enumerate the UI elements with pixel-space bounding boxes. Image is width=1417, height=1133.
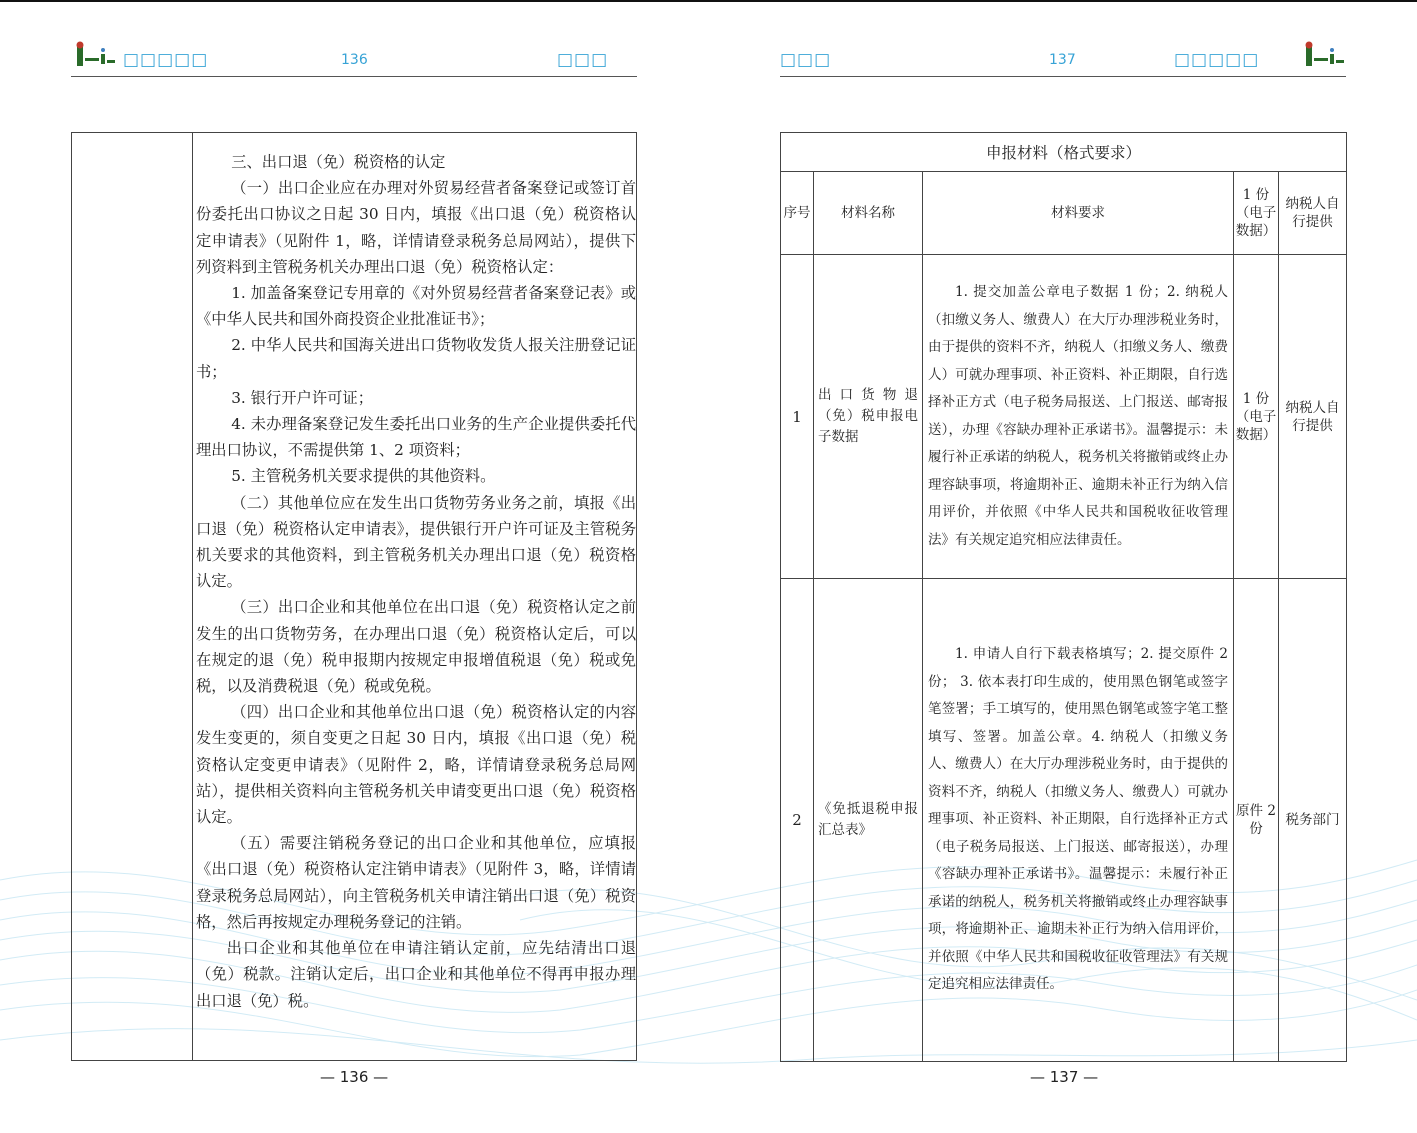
tax-logo-icon: [1300, 40, 1348, 72]
row-seq: 1: [781, 255, 814, 579]
list-item: 5. 主管税务机关要求提供的其他资料。: [231, 467, 496, 486]
row-requirement: 1. 申请人自行下载表格填写；2. 提交原件 2 份； 3. 依本表打印生成的，使用黑色钢笔或签字笔签署；手工填写的，使用黑色钢笔或签字笔工整填写、签署。加盖公章。4. 纳税人（扣缴义务人、缴费人）在大厅办理涉税业务时，由于提供的资料不齐，纳税人（扣缴义务人、缴费人）可就办理事项、补正资料、补正期限，自行选择补正方式（电子税务局报送、上门报送、邮寄报送），办理《容缺办理补正承诺书》。温馨提示：未履行补正承诺的纳税人，税务机关将撤销或终止办理容缺事项，将逾期补正、逾期未补正行为纳入信用评价，并依照《中华人民共和国税收征收管理法》有关规定追究相应法律责任。: [923, 579, 1234, 1062]
paragraph: （一）出口企业应在办理对外贸易经营者备案登记或签订首份委托出口协议之日起 30 日内，填报《出口退（免）税资格认定申请表》（见附件 1，略，详情请登录税务总局网站），提供下列资料到主管税务机关办理出口退（免）税资格认定：: [196, 179, 636, 276]
row-copies: 1 份（电子数据）: [1234, 255, 1279, 579]
paragraph: （二）其他单位应在发生出口货物劳务业务之前，填报《出口退（免）税资格认定申请表》，提供银行开户许可证及主管税务机关要求的其他资料，到主管税务机关办理出口退（免）税资格认定。: [196, 493, 636, 591]
left-page-table: [71, 132, 637, 1061]
header-label-secondary: □□□□□: [1174, 50, 1260, 70]
materials-table: [780, 132, 1347, 1062]
column-divider: [192, 133, 193, 1060]
left-page-content: [196, 149, 636, 1014]
column-header-requirement: 材料要求: [923, 172, 1234, 255]
header-page-number: 137: [1049, 52, 1076, 68]
list-item: 1. 加盖备案登记专用章的《对外贸易经营者备案登记表》或《中华人民共和国外商投资企业批准证书》；: [196, 284, 636, 329]
header-label-secondary: □□□: [557, 50, 609, 70]
section-heading: 三、出口退（免）税资格的认定: [231, 153, 446, 171]
right-page-header: [780, 40, 1346, 77]
column-header-seq: 序号: [781, 172, 814, 255]
row-provider: 纳税人自行提供: [1279, 255, 1347, 579]
list-item: 2. 中华人民共和国海关进出口货物收发货人报关注册登记证书；: [196, 336, 636, 381]
header-label: □□□: [780, 50, 832, 70]
paragraph: （五）需要注销税务登记的出口企业和其他单位，应填报《出口退（免）税资格认定注销申请表》（见附件 3，略，详情请登录税务总局网站），向主管税务机关申请注销出口退（免）税资格，然后再按规定办理税务登记的注销。: [196, 834, 636, 931]
row-copies: 原件 2 份: [1234, 579, 1279, 1062]
paragraph: （四）出口企业和其他单位出口退（免）税资格认定的内容发生变更的，须自变更之日起 30 日内，填报《出口退（免）税资格认定变更申请表》（见附件 2，略，详情请登录税务总局网站），提供相关资料向主管税务机关申请变更出口退（免）税资格认定。: [196, 703, 636, 827]
paragraph: 出口企业和其他单位在申请注销认定前，应先结清出口退（免）税款。注销认定后，出口企业和其他单位不得再申报办理出口退（免）税。: [196, 939, 636, 1010]
row-provider: 税务部门: [1279, 579, 1347, 1062]
table-title: 申报材料（格式要求）: [781, 133, 1347, 172]
tax-logo-icon: [71, 40, 119, 72]
list-item: 4. 未办理备案登记发生委托出口业务的生产企业提供委托代理出口协议，不需提供第 1、2 项资料；: [196, 415, 636, 460]
column-header-name: 材料名称: [814, 172, 923, 255]
header-page-number: 136: [341, 52, 368, 68]
row-name: 出口货物退（免）税申报电子数据: [814, 255, 923, 579]
paragraph: （三）出口企业和其他单位在出口退（免）税资格认定之前发生的出口货物劳务，在办理出口退（免）税资格认定后，可以在规定的退（免）税申报期内按规定申报增值税退（免）税或免税，以及消费税退（免）税或免税。: [196, 598, 636, 696]
page-footer-left: — 136 —: [320, 1068, 389, 1086]
page-footer-right: — 137 —: [1030, 1068, 1099, 1086]
top-border: [0, 0, 1417, 2]
table-row: [781, 255, 1347, 579]
list-item: 3. 银行开户许可证；: [231, 388, 374, 407]
left-page-header: [71, 40, 637, 77]
row-requirement: 1. 提交加盖公章电子数据 1 份；2. 纳税人（扣缴义务人、缴费人）在大厅办理涉税业务时，由于提供的资料不齐，纳税人（扣缴义务人、缴费人）可就办理事项、补正资料、补正期限，自行选择补正方式（电子税务局报送、上门报送、邮寄报送），办理《容缺办理补正承诺书》。温馨提示：未履行补正承诺的纳税人，税务机关将撤销或终止办理容缺事项，将逾期补正、逾期未补正行为纳入信用评价，并依照《中华人民共和国税收征收管理法》有关规定追究相应法律责任。: [923, 255, 1234, 579]
row-name: 《免抵退税申报汇总表》: [814, 579, 923, 1062]
row-seq: 2: [781, 579, 814, 1062]
column-header-copies: 1 份（电子数据）: [1234, 172, 1279, 255]
header-label: □□□□□: [123, 50, 209, 70]
table-row: [781, 579, 1347, 1062]
column-header-provider: 纳税人自行提供: [1279, 172, 1347, 255]
